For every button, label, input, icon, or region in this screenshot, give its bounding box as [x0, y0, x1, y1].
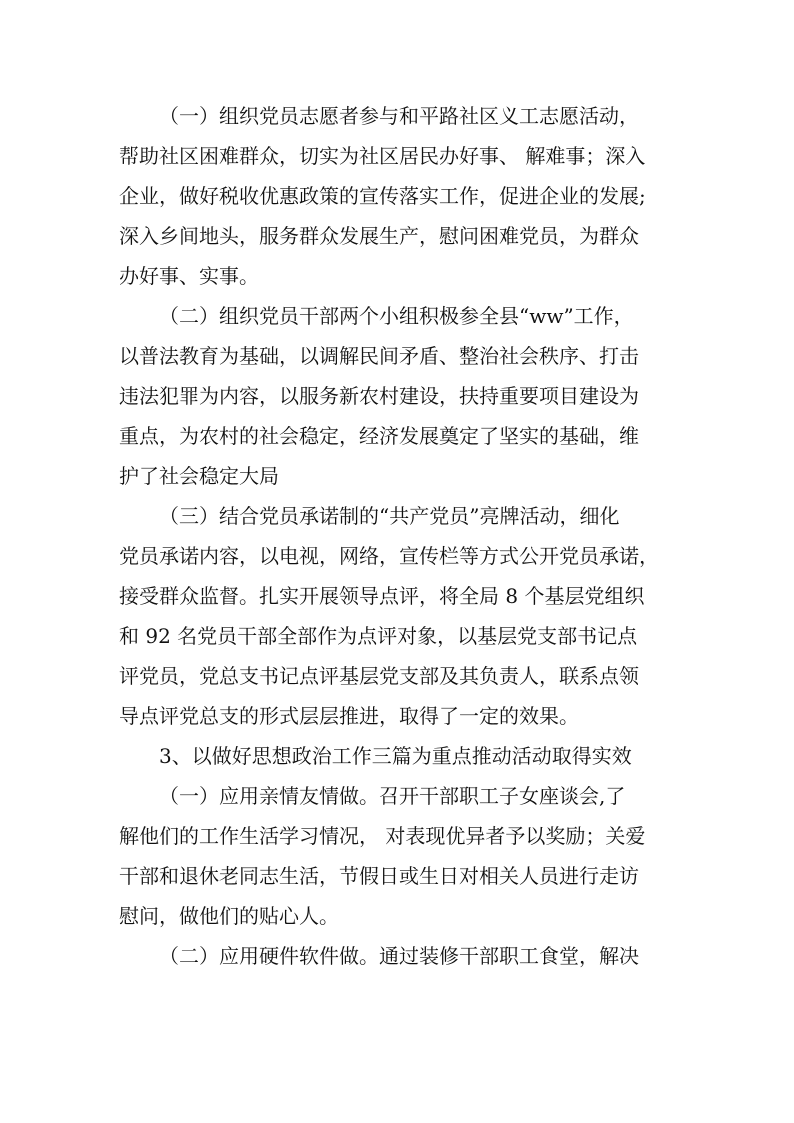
- text-line: 党员承诺内容，以电视，网络，宣传栏等方式公开党员承诺，: [119, 544, 659, 568]
- text-line: 慰问，做他们的贴心人。: [119, 904, 339, 928]
- paragraph: [119, 936, 679, 976]
- text-line: 违法犯罪为内容，以服务新农村建设，扶持重要项目建设为: [119, 384, 639, 408]
- text-line: 帮助社区困难群众，切实为社区居民办好事、 解难事；深入: [119, 144, 646, 168]
- text-line: 以普法教育为基础，以调解民间矛盾、整治社会秩序、打击: [119, 344, 639, 368]
- text-line: 办好事、实事。: [119, 264, 259, 288]
- text-line: 接受群众监督。扎实开展领导点评，将全局 8 个基层党组织: [119, 584, 645, 608]
- text-line: （一）应用亲情友情做。召开干部职工子女座谈会,了: [159, 784, 626, 808]
- text-line: 护了社会稳定大局: [119, 464, 279, 488]
- text-line: （二）组织党员干部两个小组积极参全县“ww”工作，: [159, 304, 634, 328]
- paragraph: [119, 776, 679, 936]
- text-line: （一）组织党员志愿者参与和平路社区义工志愿活动，: [159, 104, 639, 128]
- text-line: 重点，为农村的社会稳定，经济发展奠定了坚实的基础，维: [119, 424, 639, 448]
- text-line: 深入乡间地头，服务群众发展生产，慰问困难党员，为群众: [119, 224, 639, 248]
- text-line: 解他们的工作生活学习情况， 对表现优异者予以奖励；关爱: [119, 824, 646, 848]
- paragraph: [119, 296, 679, 496]
- section-heading: [119, 736, 679, 776]
- paragraph: [119, 496, 679, 736]
- document-body: [119, 96, 679, 976]
- text-line: 3、以做好思想政治工作三篇为重点推动活动取得实效: [159, 744, 632, 768]
- text-line: （二）应用硬件软件做。通过装修干部职工食堂，解决: [159, 944, 639, 968]
- text-line: 干部和退休老同志生活，节假日或生日对相关人员进行走访: [119, 864, 639, 888]
- text-line: （三）结合党员承诺制的“共产党员”亮牌活动，细化: [159, 504, 620, 528]
- text-line: 导点评党总支的形式层层推进，取得了一定的效果。: [119, 704, 579, 728]
- text-line: 和 92 名党员干部全部作为点评对象，以基层党支部书记点: [119, 624, 638, 648]
- text-line: 评党员，党总支书记点评基层党支部及其负责人，联系点领: [119, 664, 639, 688]
- paragraph: [119, 96, 679, 296]
- text-line: 企业，做好税收优惠政策的宣传落实工作，促进企业的发展;: [119, 184, 646, 208]
